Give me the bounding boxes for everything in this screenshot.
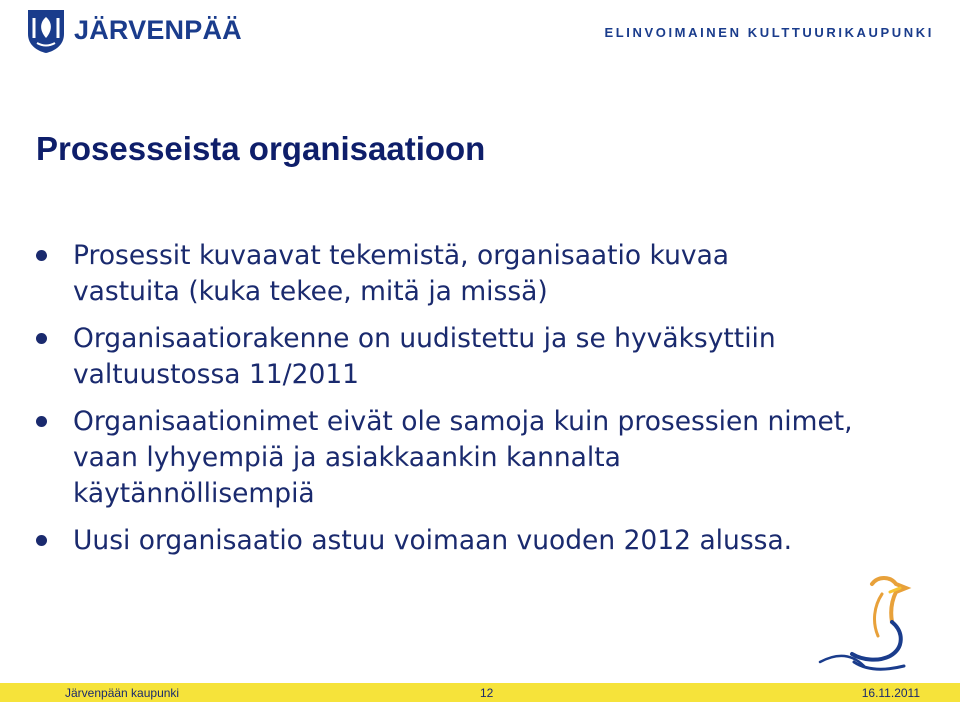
tagline: ELINVOIMAINEN KULTTUURIKAUPUNKI xyxy=(604,25,934,40)
jarvenpaa-crest-icon xyxy=(26,8,66,54)
bullet-text: Organisaatiorakenne on uudistettu ja se hyväksyttiin valtuustossa 11/2011 xyxy=(73,323,776,390)
bullet-dot-icon xyxy=(36,250,47,261)
bullet-dot-icon xyxy=(36,535,47,546)
logo-wordmark: JÄRVENPÄÄ xyxy=(74,15,242,45)
swan-bird-icon xyxy=(812,570,932,680)
page-number: 12 xyxy=(480,686,494,700)
bullet-dot-icon xyxy=(36,333,47,344)
bullet-text: Organisaationimet eivät ole samoja kuin prosessien nimet, vaan lyhyempiä ja asiakkaankin kannalta käytännöllisempiä xyxy=(73,406,853,509)
slide-title: Prosesseista organisaatioon xyxy=(36,130,486,167)
bullet-list xyxy=(36,238,896,570)
bullet-item xyxy=(36,404,853,512)
footer-organization: Järvenpään kaupunki xyxy=(65,686,180,700)
bullet-text: Prosessit kuvaavat tekemistä, organisaatio kuvaa vastuita (kuka tekee, mitä ja missä) xyxy=(73,240,730,307)
footer-date: 16.11.2011 xyxy=(861,686,920,700)
bullet-text: Uusi organisaatio astuu voimaan vuoden 2012 alussa. xyxy=(73,525,793,556)
bullet-item xyxy=(36,321,873,393)
bullet-item xyxy=(36,523,933,559)
bullet-dot-icon xyxy=(36,416,47,427)
logo xyxy=(26,8,242,54)
bullet-item xyxy=(36,238,833,310)
